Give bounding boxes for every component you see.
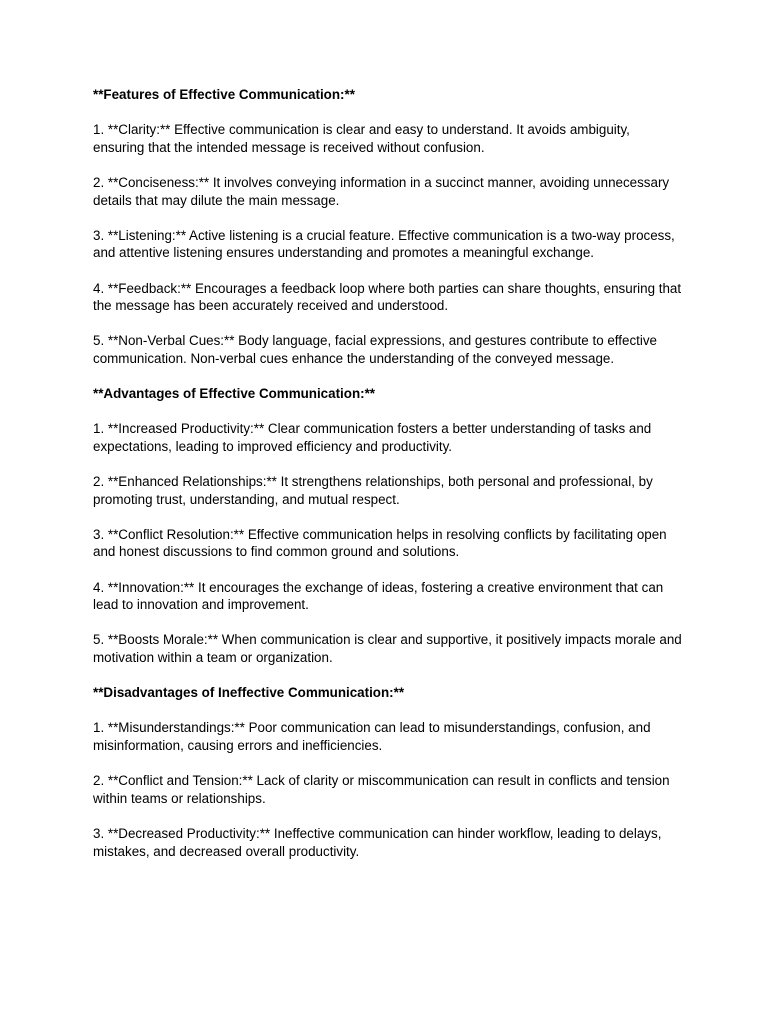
list-item: 5. **Boosts Morale:** When communication is clear and supportive, it positively impacts morale and motivation within a team or organization.	[93, 632, 682, 665]
section-heading: **Features of Effective Communication:**	[93, 87, 355, 102]
section-heading: **Disadvantages of Ineffective Communication:**	[93, 685, 405, 701]
list-item: 4. **Innovation:** It encourages the exchange of ideas, fostering a creative environment that can lead to innovation and improvement.	[93, 579, 664, 613]
list-item: 3. **Conflict Resolution:** Effective communication helps in resolving conflicts by facilitating open and honest discussions to find common ground and solutions.	[93, 526, 667, 560]
section-features	[93, 86, 683, 368]
section-disadvantages	[93, 684, 683, 860]
list-item: 2. **Conflict and Tension:** Lack of clarity or miscommunication can result in conflicts and tension within teams or relationships.	[93, 773, 670, 806]
list-item: 2. **Enhanced Relationships:** It strengthens relationships, both personal and professional, by promoting trust, understanding, and mutual respect.	[93, 474, 653, 507]
list-item: 3. **Listening:** Active listening is a crucial feature. Effective communication is a two-way process, and attentive listening ensures understanding and promotes a meaningful exchange.	[93, 227, 675, 261]
list-item: 2. **Conciseness:** It involves conveying information in a succinct manner, avoiding unnecessary details that may dilute the main message.	[93, 174, 670, 208]
list-item: 1. **Increased Productivity:** Clear communication fosters a better understanding of tasks and expectations, leading to improved efficiency and productivity.	[93, 421, 652, 454]
list-item: 4. **Feedback:** Encourages a feedback loop where both parties can share thoughts, ensuring that the message has been accurately received and understood.	[93, 280, 682, 314]
list-item: 5. **Non-Verbal Cues:** Body language, facial expressions, and gestures contribute to effective communication. Non-verbal cues enhance the understanding of the conveyed message.	[93, 333, 657, 366]
list-item: 1. **Clarity:** Effective communication is clear and easy to understand. It avoids ambiguity, ensuring that the intended message is received without confusion.	[93, 122, 630, 155]
section-advantages	[93, 385, 683, 667]
document-body	[93, 86, 683, 860]
list-item: 1. **Misunderstandings:** Poor communication can lead to misunderstandings, confusion, and misinformation, causing errors and inefficiencies.	[93, 720, 651, 753]
list-item: 3. **Decreased Productivity:** Ineffective communication can hinder workflow, leading to delays, mistakes, and decreased overall productivity.	[93, 825, 662, 859]
section-heading: **Advantages of Effective Communication:**	[93, 386, 376, 402]
